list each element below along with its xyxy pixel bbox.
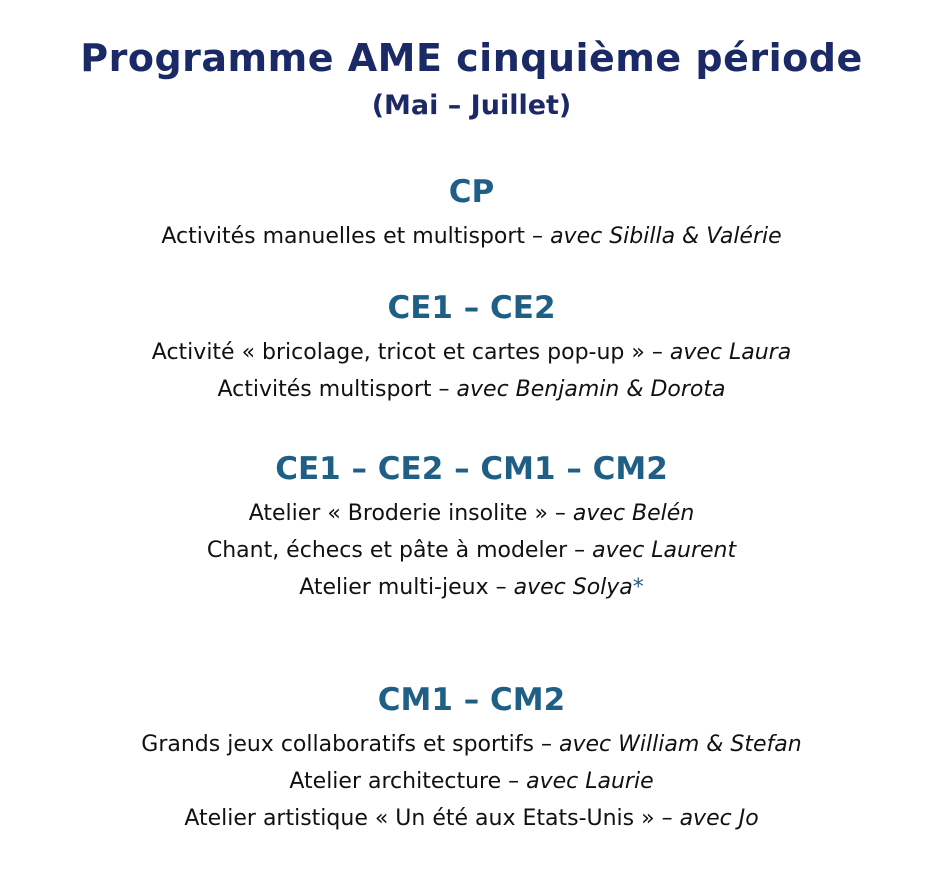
- group-heading: CE1 – CE2 – CM1 – CM2: [275, 451, 668, 487]
- activity-name: Activités multisport: [217, 377, 432, 402]
- separator: –: [547, 501, 573, 526]
- activity-line: [0, 763, 943, 800]
- group-cm1-cm2: [0, 678, 943, 837]
- activity-name: Atelier « Broderie insolite »: [248, 501, 548, 526]
- activity-leader: avec Jo: [679, 806, 759, 831]
- activity-leader: avec Solya: [513, 575, 633, 600]
- page-subtitle: (Mai – Juillet): [371, 90, 572, 121]
- group-heading: CE1 – CE2: [387, 290, 556, 326]
- page-title: Programme AME cinquième période: [80, 36, 863, 80]
- activity-leader: avec Laurie: [526, 769, 654, 794]
- footnote-asterisk: *: [632, 575, 644, 600]
- activity-name: Atelier artistique « Un été aux Etats-Unis »: [184, 806, 655, 831]
- activity-name: Activité « bricolage, tricot et cartes pop-up »: [151, 340, 645, 365]
- activity-leader: avec Belén: [572, 501, 695, 526]
- activity-line: [0, 218, 943, 255]
- group-ce1-ce2-cm1-cm2: [0, 447, 943, 606]
- activity-line: [0, 532, 943, 569]
- activity-leader: avec Laurent: [592, 538, 737, 563]
- group-heading: CM1 – CM2: [377, 682, 566, 718]
- group-ce1-ce2: [0, 286, 943, 408]
- group-heading: CP: [448, 174, 495, 210]
- activity-line: [0, 495, 943, 532]
- activity-line: [0, 371, 943, 408]
- activity-leader: avec Laura: [669, 340, 792, 365]
- separator: –: [534, 732, 560, 757]
- activity-leader: avec William & Stefan: [559, 732, 802, 757]
- activity-name: Grands jeux collaboratifs et sportifs: [141, 732, 535, 757]
- group-cp: [0, 170, 943, 255]
- separator: –: [525, 224, 551, 249]
- activity-line: [0, 569, 943, 606]
- separator: –: [644, 340, 670, 365]
- activity-line: [0, 800, 943, 837]
- activity-leader: avec Sibilla & Valérie: [550, 224, 782, 249]
- activity-name: Atelier architecture: [289, 769, 502, 794]
- activity-leader: avec Benjamin & Dorota: [456, 377, 726, 402]
- separator: –: [654, 806, 680, 831]
- separator: –: [567, 538, 593, 563]
- activity-line: [0, 726, 943, 763]
- separator: –: [488, 575, 514, 600]
- activity-name: Chant, échecs et pâte à modeler: [206, 538, 568, 563]
- activity-name: Atelier multi-jeux: [299, 575, 489, 600]
- separator: –: [501, 769, 527, 794]
- activity-name: Activités manuelles et multisport: [161, 224, 526, 249]
- activity-line: [0, 334, 943, 371]
- separator: –: [431, 377, 457, 402]
